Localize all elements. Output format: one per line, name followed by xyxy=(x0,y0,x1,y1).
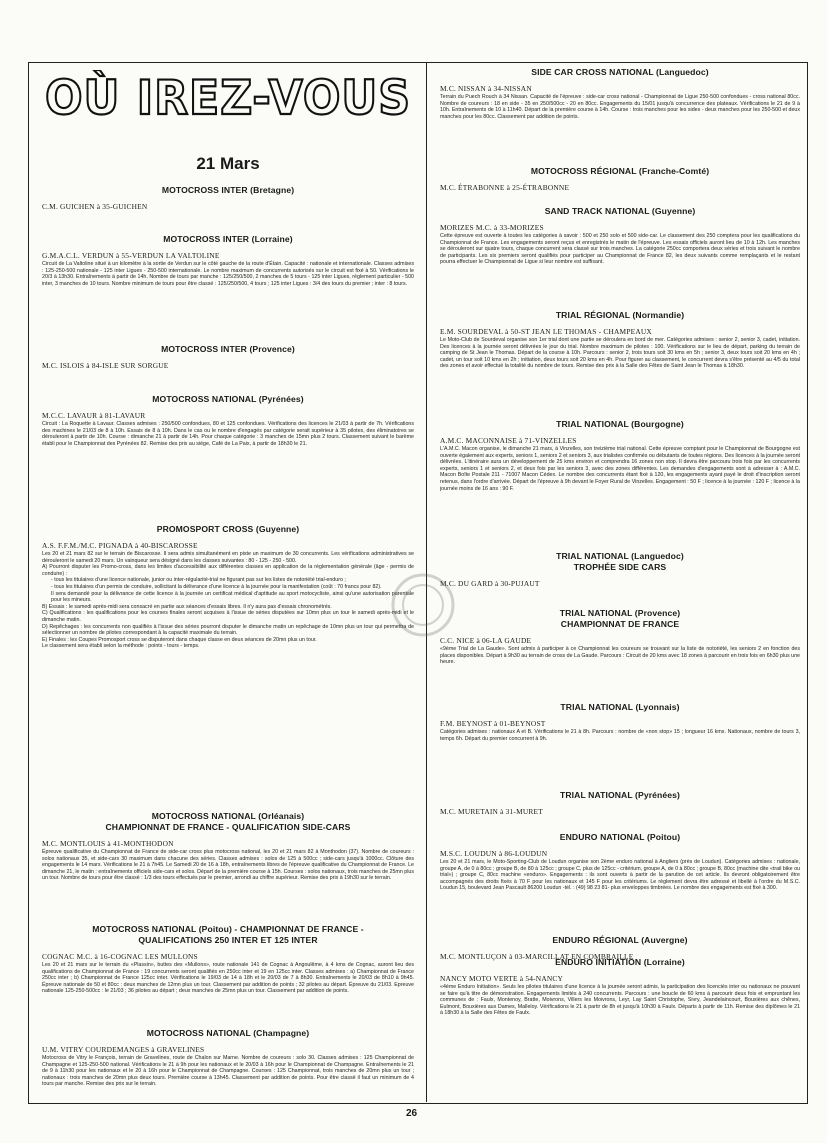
event-organizer: U.M. VITRY COURDEMANGES à GRAVELINES xyxy=(42,1045,205,1054)
event-listing xyxy=(42,344,414,370)
event-organizer: C.M. GUICHEN à 35-GUICHEN xyxy=(42,202,148,211)
event-heading: MOTOCROSS NATIONAL (Poitou) - CHAMPIONNAT DE FRANCE - xyxy=(92,924,364,934)
event-subheading: CHAMPIONNAT DE FRANCE - QUALIFICATION SIDE-CARS xyxy=(105,822,351,832)
event-date: 21 Mars xyxy=(196,154,260,173)
event-organizer: COGNAC M.C. à 16-COGNAC LES MULLONS xyxy=(42,952,198,961)
event-listing xyxy=(440,419,800,492)
event-listing xyxy=(42,234,414,287)
event-heading: MOTOCROSS NATIONAL (Champagne) xyxy=(146,1028,310,1038)
event-description-text: Cette épreuve est ouverte à toutes les catégories à savoir : 500 et 250 solo et 500 side-car. Le classement des 250 comptera pour les qualifications du Championnat de France. Les engagements seront reçus et enregistrés le matin de l'épreuve. Les essais officiels auront lieu de 10 à 12h. Les manches se dérouleront sur quatre tours, chaque concurrent sera classé sur trois manches. La catégorie 250cc comportera deux séries et trois suivant le nombre de participants. Les six premiers seront qualifiés pour participer au Championnat de France 82, les deux suivants comme remplaçants et le restant pourra effectuer le Championnat de Ligue si leur nombre est suffisant. xyxy=(440,233,800,266)
event-listing xyxy=(42,185,414,211)
event-listing xyxy=(440,206,800,266)
event-subheading: TROPHÉE SIDE CARS xyxy=(573,562,667,572)
event-description-text: Les 20 et 21 mars, le Moto-Sporting-Club de Loudun organise son 2ème enduro national à Angliers (près de Loudun). Catégories admises : nationale, groupe A, de 0 à 80cc ; groupe B, de 80 à 125cc ; groupe C, plus de 125cc - critérium, groupe A, de 0 à 80cc ; groupe B, 80cc (machine dite «trail bike ou trial») ; groupe C, 80cc machine «enduro». Engagements : ils sont ouverts à partir de la parution de cet article. Ils devront obligatoirement être accompagnés des droits fixés à 70 F pour les nationaux et 145 F pour les critériums. Le règlement devra être adressé et libellé à l'ordre du M.S.C. Loudun 15, boulevard Jean Pascault 86200 Loudun -tél. : (49) 98 23 81- plus enveloppes timbrées. Le nombre des engagements est fixé à 300. xyxy=(440,859,800,892)
event-subheading: QUALIFICATIONS 250 INTER ET 125 INTER xyxy=(138,935,318,945)
event-listing xyxy=(42,811,414,882)
event-description xyxy=(440,859,800,892)
event-description-text: Le Moto-Club de Sourdeval organise son 1er trial dont une partie se déroulera en bord de mer. Catégories admises : senior 2, senior 3, cadet, initiation. Des licences à la journée seront délivrées le jour du trial. Nombre maximum de pilotes : 100. Vérifications sur le lieu de départ, parking du terrain de camping de St Jean le Thomas. Départ de la course à 10h. Parcours : senior 2, trois tours soit 30 kms en 5h ; senior 3, deux tours soit 20 kms en 4h ; cadet, un tour soit 10 kms en 2h ; initiation, deux tours soit 20 kms en 4h. Pour figurer au classement, le concurrent devra s'être présenté au 4/5 du total des zones et avoir effectué la totalité du nombre de tours. Remise des prix à la Salle des Fêtes de Saint Jean le Thomas à 18h30. xyxy=(440,337,800,370)
rule-item: Le classement sera établi selon la méthode : points - tours - temps. xyxy=(42,643,200,650)
event-description xyxy=(440,446,800,492)
rule-item: A) Pourront disputer les Promo-cross, dans les limites d'accessibilité aux différentes classes en application de la réglementation générale (âge - permis de conduire) : xyxy=(42,564,414,577)
event-description xyxy=(42,849,414,882)
page-number: 26 xyxy=(406,1108,418,1119)
event-heading: SIDE CAR CROSS NATIONAL (Languedoc) xyxy=(531,67,709,77)
event-organizer: M.C. DU GARD à 30-PUJAUT xyxy=(440,579,540,588)
event-listing xyxy=(440,551,800,588)
event-heading: MOTOCROSS INTER (Bretagne) xyxy=(161,185,295,195)
event-heading: MOTOCROSS INTER (Lorraine) xyxy=(163,234,293,244)
event-organizer: M.C. MONTLUÇON à 03-MARCILLAT EN COMBRAILLE xyxy=(440,952,634,961)
event-heading: MOTOCROSS NATIONAL (Pyrénées) xyxy=(152,394,304,404)
event-heading: ENDURO RÉGIONAL (Auvergne) xyxy=(552,935,688,945)
event-organizer: A.S. F.F.M./M.C. PIGNADA à 40-BISCAROSSE xyxy=(42,541,198,550)
rule-item: - tous les titulaires d'une licence nationale, junior ou inter-régularité-trial ne figurant pas sur les listes de notoriété trial-enduro ; xyxy=(51,577,346,584)
event-subheading: CHAMPIONNAT DE FRANCE xyxy=(560,619,680,629)
rule-item: B) Essais : le samedi après-midi sera consacré en partie aux séances d'essais libres. Il n'y aura pas d'essais chronométrés. xyxy=(42,603,332,610)
event-description-text: Terrain du Puech Rouch à 34 Nissan. Capacité de l'épreuve : side-car cross national - Championnat de Ligue 250-500 confondues - cross national 80cc. Nombre de coureurs : 18 en side - 35 en 250/500cc - 20 en 80cc. Engagements du 15/01 jusqu'à concurrence des plateaux. Vérifications le 21 de 9 à 10h. Entraînements de 10 à 11h40. Départ de la première course à 14h. Course : trois manches pour les sides - deux manches pour les 250-500 et deux manches pour les 80cc. Classement par addition de points. xyxy=(440,94,800,120)
event-organizer: M.C.C. LAVAUR à 81-LAVAUR xyxy=(42,411,146,420)
masthead-text: OÙ IREZ-VOUS xyxy=(45,71,411,122)
event-heading: ENDURO NATIONAL (Poitou) xyxy=(559,832,681,842)
event-heading: PROMOSPORT CROSS (Guyenne) xyxy=(156,524,300,534)
rule-item: C) Qualifications : les qualifications pour les courses finales seront acquises à l'issue de séries disputées sur 10mn plus un tour le samedi après-midi et le dimanche matin. xyxy=(42,610,414,623)
event-description xyxy=(440,646,800,666)
event-listing xyxy=(440,702,800,742)
event-description-text: «9ème Trial de La Gaude». Sont admis à participer à ce Championnat les coureurs se trouvant sur la liste de notoriété, les seniors 2 en fonction des places disponibles. Départ à 9h30 au terrain de cross de La Gaude. Parcours : Circuit de 20 kms avec 18 zones à parcourir en trois fois en 6h30 plus une heure. xyxy=(440,646,800,666)
event-heading: TRIAL NATIONAL (Pyrénées) xyxy=(560,790,680,800)
event-organizer: E.M. SOURDEVAL à 50-ST JEAN LE THOMAS - CHAMPEAUX xyxy=(440,327,652,336)
event-description-text: L'A.M.C. Macon organise, le dimanche 21 mars, à Vinzelles, son treizième trial national. Cette épreuve comptant pour le Championnat de Bourgogne est ouverte également aux experts, seniors 1, seniors 2 et seniors 3, aux trialistes confirmés ou débutants de toutes régions. Des licences à la journée seront délivrées. L'itinéraire aura un développement de 25 kms environ et comprendra 16 zones non stop. Il devra être parcouru trois fois par les concurrents experts, seniors 1 et seniors 2, et deux fois par les seniors 3, avec des zones différentes. Les demandes d'engagements sont à adresser à : A.M.C. Macon Boîte Postale 211 - 71007 Macon Cédex. Le nombre des concurrents étant fixé à 120, les engagements ayant payé le droit d'inscription seront retenus, dans l'ordre d'arrivée. Départ de l'épreuve à 9h devant le Foyer Rural de Vinzelles. Engagement : 50 F ; licence à la journée : 120 F ; licence à la journée moins de 16 ans : 90 F. xyxy=(440,446,800,492)
event-heading: MOTOCROSS NATIONAL (Orléanais) xyxy=(151,811,305,821)
event-heading: MOTOCROSS RÉGIONAL (Franche-Comté) xyxy=(530,166,710,176)
event-description-text: «4ème Enduro Initiation». Seuls les pilotes titulaires d'une licence à la journée seront admis, la participation des licenciés inter ou nationaux ne pouvant se faire qu'à titre de démonstration. Engagements limités à 240 concurrents. Parcours : une boucle de 60 kms à parcourir deux fois et empruntant les communes de : Faulx, Montenoy, Bratte, Moivrons, Villers les Moivrons, Leyr, Lay Saint Christophe, Sivry, Jeandelaincourt, Bouxières aux chênes, Eulmont, Bouxières aux Dames, Malleloy. Vérifications le 21 à partir de 8h et jusqu'à 10h30 à Faulx. Départs à partir de 11h. Remise des diplômes le 21 à 18h30 à la Salle des Fêtes de Faulx. xyxy=(440,984,800,1017)
masthead-title xyxy=(40,70,416,122)
event-heading: TRIAL NATIONAL (Provence) xyxy=(559,608,681,618)
event-description-text: Circuit de La Valtoline situé à un kilomètre à la sortie de Verdun sur le côté gauche de la route d'Étain. Capacité : nationale et internationale. Classes admises : 125-250-500 nationale - 125 inter Ligues - 250-500 internationale. Le nombre maximum de concurrents autorisés sur le circuit est fixé à 50. Vérifications le 20/3 à 13h30. Entraînements à partir de 14h. Nombre de tours par manche : 125/250/500, 2 manches de 5 tours - 125 inter Ligues, règlement particulier - 500 inter, 3 manches de 10 tours. Nombre minimum de tours pour être classé : 125/250/500, 4 tours ; 125 inter Ligues : 3/4 des tours du premier ; inter : 8 tours. xyxy=(42,261,414,287)
event-organizer: M.C. NISSAN à 34-NISSAN xyxy=(440,84,532,93)
event-listing xyxy=(440,166,800,192)
event-description xyxy=(42,421,414,447)
event-organizer: A.M.C. MACONNAISE à 71-VINZELLES xyxy=(440,436,577,445)
rule-item: Il sera demandé pour la délivrance de cette licence à la journée un certificat médical d'aptitude au sport motocycliste, ainsi qu'une autorisation parentale pour les mineurs. xyxy=(51,590,414,604)
event-heading: TRIAL NATIONAL (Bourgogne) xyxy=(556,419,684,429)
event-organizer: M.C. ÉTRABONNE à 25-ÉTRABONNE xyxy=(440,183,570,192)
event-listing xyxy=(42,1028,414,1088)
event-heading: ENDURO INITIATION (Lorraine) xyxy=(555,957,685,967)
event-organizer: C.C. NICE à 06-LA GAUDE xyxy=(440,636,532,645)
rule-item: D) Repêchages : les concurrents non qualifiés à l'issue des séries pourront disputer le dimanche matin un repêchage de 10mn plus un tour qui permettra de sélectionner un nombre de pilotes correspondant à la capacité maximale du terrain. xyxy=(42,623,414,637)
event-description xyxy=(42,551,414,650)
event-description xyxy=(440,337,800,370)
event-heading: SAND TRACK NATIONAL (Guyenne) xyxy=(544,206,696,216)
rule-item: E) Finales : les Coupes Promosport cross se disputeront dans chaque classe en deux séances de 20mn plus un tour. xyxy=(42,636,317,643)
event-heading: TRIAL NATIONAL (Lyonnais) xyxy=(560,702,680,712)
event-description-text: Les 20 et 21 mars sur le terrain du «Plassin», buttes des «Mullons», route nationale 141 de Cognac à Angoulême, à 4 kms de Cognac, auront lieu des qualifications de Championnat de France : 19 concurrents seront qualifiés en 250cc inter et 19 en 125cc inter. Classes admises : a) Championnat de France 250cc inter ; b) Championnat de France 125cc inter. Vérifications le 19/03 de 14 à 18h et le 20/03 de 7 à 8h30. Entraînements le 20/03 de 8h10 à 9h45. Épreuve nationale de 50 et 80cc : deux manches de 12mn plus un tour. Classement par addition de points ; 32 pilotes au départ. Épreuve du 21/03. Epreuve nationale 125-250-500cc : le 21/03 ; 36 pilotes au départ ; deux manches de 25mn plus un tour. Classement par addition de points. xyxy=(42,962,414,995)
event-listing xyxy=(42,924,414,995)
event-description-text: Catégories admises : nationaux A et B. Vérifications le 21 à 8h. Parcours : nombre de «non stop» 15 ; longueur 16 kms. Nationaux, nombre de tours 3, temps 6h. Départ du premier concurrent à 9h. xyxy=(440,729,800,742)
event-listing xyxy=(440,608,800,666)
event-organizer: G.M.A.C.L. VERDUN à 55-VERDUN LA VALTOLINE xyxy=(42,251,220,260)
event-heading: MOTOCROSS INTER (Provence) xyxy=(161,344,295,354)
event-description xyxy=(440,233,800,266)
event-organizer: NANCY MOTO VERTE à 54-NANCY xyxy=(440,974,564,983)
event-listing xyxy=(440,310,800,370)
event-listing xyxy=(42,524,414,650)
event-description-text: Épreuve qualificative du Championnat de France de side-car cross plus motocross national, les 20 et 21 mars 82 à Monthodon (37). Nombre de coureurs : solos nationaux 35, et side-cars 30 maximum dans chacune des séries. Classes admises : solos de 125 à 500cc ; side-cars jusqu'à 1000cc. Clôture des engagements le 14 mars. Vérifications le 21 à 7h45. Le Samedi 20 de 16 à 18h, entraînements libres de l'épreuve qualificative du Championnat de France. Le dimanche 21, le matin : entraînements officiels side-cars et solos. Départ de la première course à 15h. Courses : solos nationaux, trois manches de 25mn plus un tour. Nombre de tours pour être classé : 1/3 des tours effectués par le premier, arrondi au chiffre supérieur. Remise des prix à 19h30 sur le terrain. xyxy=(42,849,414,882)
event-listing xyxy=(42,394,414,447)
event-organizer: M.C. MURETAIN à 31-MURET xyxy=(440,807,543,816)
event-description xyxy=(440,729,800,742)
event-organizer: M.C. ISLOIS à 84-ISLE SUR SORGUE xyxy=(42,361,169,370)
event-description-text: Les 20 et 21 mars 82 sur le terrain de Biscarosse. Il sera admis simultanément en piste un maximum de 30 concurrents. Les vérifications administratives se dérouleront le samedi 20 mars. Un vainqueur sera désigné dans les classes suivantes : 80 - 125 - 250 - 500. xyxy=(42,551,414,564)
event-description xyxy=(42,962,414,995)
event-organizer: MORIZES M.C. à 33-MORIZES xyxy=(440,223,544,232)
event-listing xyxy=(440,832,800,892)
event-heading: TRIAL RÉGIONAL (Normandie) xyxy=(555,310,685,320)
rule-item: - tous les titulaires d'un permis de conduire, sollicitant la délivrance d'une licence à la journée pour la manifestation (coût : 70 francs pour 82). xyxy=(51,583,382,590)
event-organizer: M.S.C. LOUDUN à 86-LOUDUN xyxy=(440,849,548,858)
event-description xyxy=(42,261,414,287)
event-listing xyxy=(440,67,800,120)
event-organizer: M.C. MONTLOUIS à 41-MONTHODON xyxy=(42,839,174,848)
event-listing xyxy=(440,957,800,1017)
event-description-text: Motocross de Vitry le François, terrain de Gravelines, route de Chalon sur Marne. Nombre de coureurs : solo 30. Classes admises : 125 Championnat de Champagne et 125-250-500 national. Vérifications le 21 à 9h pour les nationaux et le 20/03 à 16h pour le Championnat de Champagne. Entraînements le 21 de 9 à 11h30 pour les nationaux et le 20 à 16h pour le Championnat de Champagne. Courses : 125 Championnat, trois manches de 20mn plus un tour ; nationaux : trois manches de 20mn plus deux tours. Première course à 13h45. Classement par addition de points. Pour être classé il faut un minimum de 4 tours par manche. Remise des prix sur le terrain. xyxy=(42,1055,414,1088)
event-description-text: Circuit : La Roquette à Lavaur. Classes admises : 250/500 confondues, 80 et 125 confondues. Vérifications des licences le 21/03 à partir de 7h. Vérifications des machines le 21/03 de 8 à 10h. Essais de 8 à 10h. Dans le cas ou le nombre d'engagés par catégorie serait supérieur à 35 pilotes, des éliminatoires se dérouleront à partir de 10h. Course : dimanche 21 à partir de 14h. Pour chaque catégorie : 3 manches de 15mn plus 2 tours. Classement suivant le barème établi pour le Championnat des Pyrénées 82. Remise des prix au siège, Café de La Paix, à partir de 18h30 le 21. xyxy=(42,421,414,447)
event-description xyxy=(440,984,800,1017)
event-description xyxy=(440,94,800,120)
event-listing xyxy=(440,790,800,816)
event-heading: TRIAL NATIONAL (Languedoc) xyxy=(556,551,684,561)
event-organizer: F.M. BEYNOST à 01-BEYNOST xyxy=(440,719,546,728)
event-description xyxy=(42,1055,414,1088)
watermark-stamp xyxy=(388,570,458,640)
